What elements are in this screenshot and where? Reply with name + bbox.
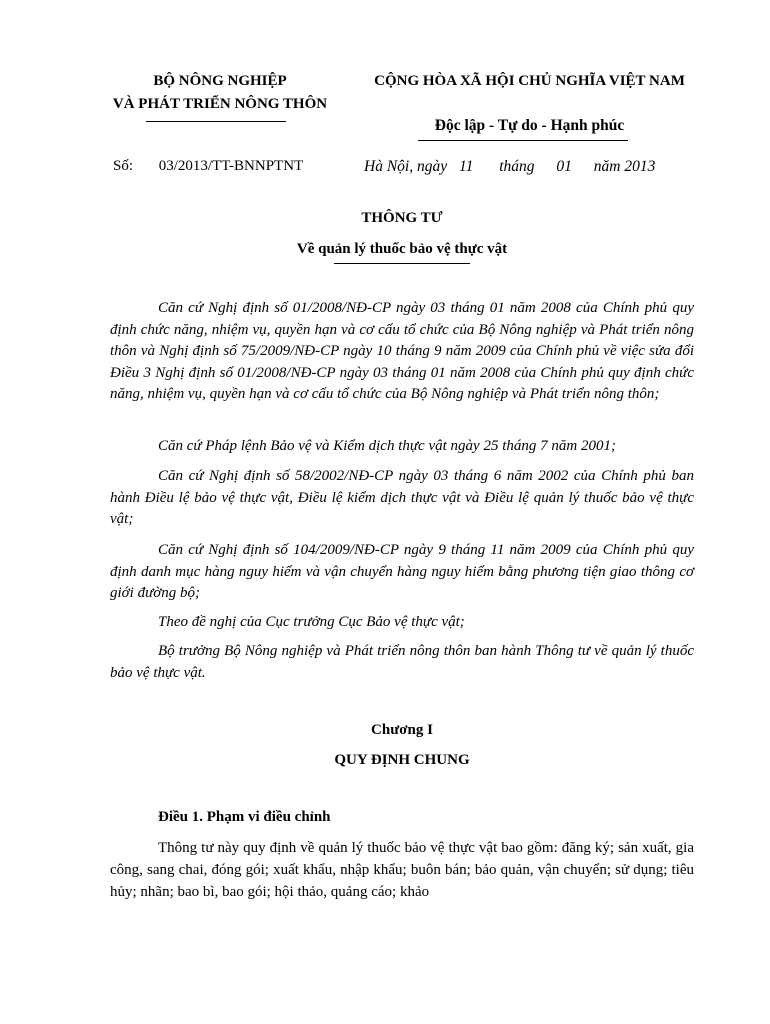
number-label: Số: [113, 158, 134, 174]
date-month-label: tháng [499, 158, 535, 175]
date-place: Hà Nội, ngày [364, 158, 448, 175]
document-number [113, 158, 303, 175]
chapter-title: QUY ĐỊNH CHUNG [334, 752, 470, 768]
document-subject: Về quản lý thuốc bảo vệ thực vật [296, 241, 508, 257]
preamble-paragraph-2: Căn cứ Pháp lệnh Bảo vệ và Kiểm dịch thực vật ngày 25 tháng 7 năm 2001; [158, 438, 616, 454]
article-1-heading: Điều 1. Phạm vi điều chỉnh [158, 809, 331, 825]
ministry-underline [146, 121, 286, 122]
date-day: 11 [458, 158, 474, 175]
preamble-paragraph-4: Căn cứ Nghị định số 104/2009/NĐ-CP ngày 9 tháng 11 năm 2009 của Chính phủ quy định danh mục hàng nguy hiểm và vận chuyển hàng nguy hiểm bằng phương tiện giao thông cơ giới đường bộ; [110, 542, 694, 602]
national-motto: Độc lập - Tự do - Hạnh phúc [434, 117, 625, 134]
number-value: 03/2013/TT-BNNPTNT [158, 158, 304, 174]
preamble-paragraph-6: Bộ trưởng Bộ Nông nghiệp và Phát triển nông thôn ban hành Thông tư về quản lý thuốc bảo vệ thực vật. [110, 643, 694, 681]
ministry-name [100, 70, 340, 116]
preamble-paragraph-5: Theo đề nghị của Cục trưởng Cục Bảo vệ thực vật; [158, 614, 465, 630]
preamble-paragraph-3: Căn cứ Nghị định số 58/2002/NĐ-CP ngày 03 tháng 6 năm 2002 của Chính phủ ban hành Điều lệ bảo vệ thực vật, Điều lệ kiểm dịch thực vật và Điều lệ quản lý thuốc bảo vệ thực vật; [110, 468, 694, 528]
date-year: năm 2013 [593, 158, 656, 175]
preamble-paragraph-1: Căn cứ Nghị định số 01/2008/NĐ-CP ngày 03 tháng 01 năm 2008 của Chính phủ quy định chức năng, nhiệm vụ, quyền hạn và cơ cấu tổ chức của Bộ Nông nghiệp và Phát triển nông thôn và Nghị định số 75/2009/NĐ-CP ngày 10 tháng 9 năm 2009 của Chính phủ về việc sửa đổi Điều 3 Nghị định số 01/2008/NĐ-CP ngày 03 tháng 01 năm 2008 của Chính phủ quy định chức năng, nhiệm vụ, quyền hạn và cơ cấu tổ chức của Bộ Nông nghiệp và Phát triển nông thôn; [110, 300, 694, 403]
issue-date [364, 158, 655, 176]
ministry-line-1: BỘ NÔNG NGHIỆP [153, 73, 287, 89]
ministry-line-2: VÀ PHÁT TRIỂN NÔNG THÔN [112, 96, 328, 112]
document-type: THÔNG TƯ [361, 210, 443, 226]
republic-name: CỘNG HÒA XÃ HỘI CHỦ NGHĨA VIỆT NAM [374, 73, 685, 89]
motto-underline [418, 140, 628, 141]
date-month: 01 [556, 158, 572, 175]
article-1-body: Thông tư này quy định về quản lý thuốc bảo vệ thực vật bao gồm: đăng ký; sản xuất, gia công, sang chai, đóng gói; xuất khẩu, nhập khẩu; buôn bán; bảo quản, vận chuyển; sử dụng; tiêu hủy; nhãn; bao bì, bao gói; hội thảo, quảng cáo; khảo [110, 840, 694, 900]
subject-underline [334, 263, 470, 264]
chapter-number: Chương I [371, 722, 433, 738]
